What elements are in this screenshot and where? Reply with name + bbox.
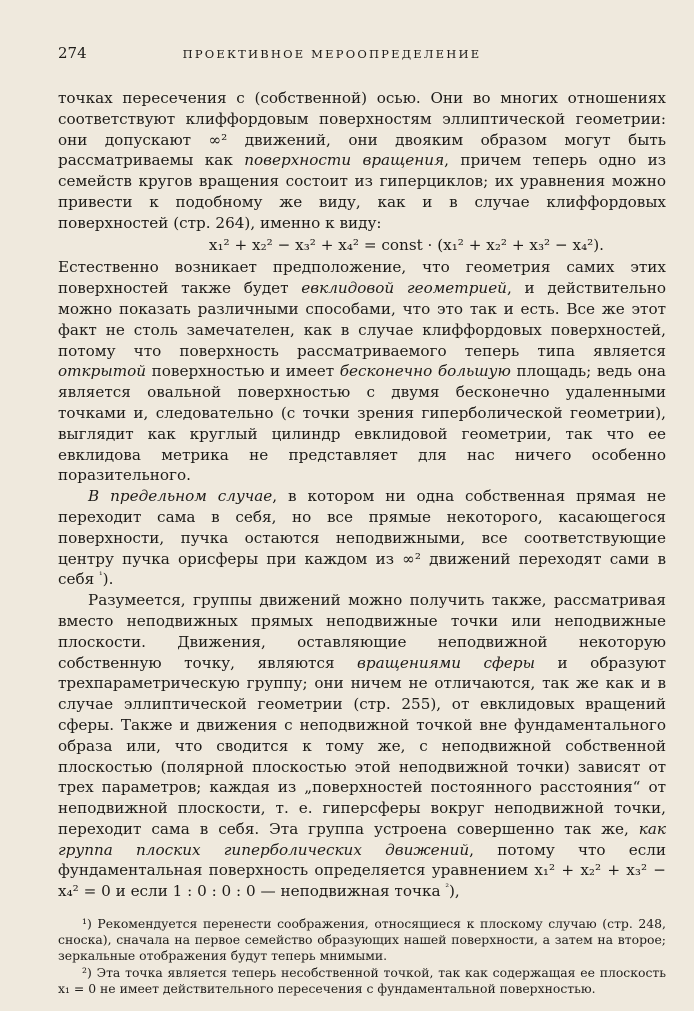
footnote-1: ¹) Рекомендуется перенести соображения, относящиеся к плоскому случаю (стр. 248, сноска), сначала на первое семейство образующих нашей поверхности, а затем на второе; зеркальные отображения будут теперь мнимыми.: [58, 916, 666, 963]
footnotes: [58, 916, 666, 997]
paragraph-1: [58, 88, 666, 234]
page-header: [58, 44, 666, 66]
text-span: площадь; ведь она является овальной поверхностью с двумя бесконечно удаленными точками и, следовательно (с точки зрения гиперболической геометрии), выглядит как круглый цилиндр евклидовой геометрии, так что ее евклидова метрика не представляет для нас ничего особенно поразительного.: [58, 362, 666, 485]
text-span: ).: [102, 570, 114, 589]
italic-term: открытой: [58, 362, 147, 381]
italic-term: В предельном случае: [88, 487, 273, 506]
paragraph-3: [58, 486, 666, 590]
italic-term: евклидовой геометрией: [301, 279, 507, 298]
text-span: , в котором ни одна собственная прямая не переходит сама в себя, но все прямые некоторого, касающегося поверхности, пучка остаются неподвижными, все соответствующие центру пучка орисферы при каждом из ∞² движений переходят сами в себя: [58, 487, 667, 589]
body-text: [58, 88, 666, 902]
running-title: ПРОЕКТИВНОЕ МЕРООПРЕДЕЛЕНИЕ: [182, 47, 482, 61]
text-span: ),: [449, 882, 460, 901]
italic-term: поверхности вращения: [244, 151, 445, 170]
text-span: точках пересечения с (собственной) осью. Они во многих отношениях соответствуют клиффордовым поверхностям эллиптической геометрии: они допускают ∞² движений, они двояким образом могут быть рассматриваемы как: [58, 89, 666, 170]
text-span: и образуют трехпараметрическую группу; они ничем не отличаются, так же как и в случае эллиптической геометрии (стр. 255), от евклидовых вращений сферы. Также и движения с неподвижной точкой вне фундаментального образа или, что сводится к тому же, с неподвижной собственной плоскостью (полярной плоскостью этой неподвижной точки) зависят от трех параметров; каждая из „поверхностей постоянного расстояния“ от неподвижной плоскости, т. е. гиперсферы вокруг неподвижной точки, переходит сама в себя. Эта группа устроена совершенно так же,: [58, 653, 666, 838]
equation: x₁² + x₂² − x₃² + x₄² = const · (x₁² + x₂² + x₃² − x₄²).: [208, 235, 604, 254]
text-span: , и действительно можно показать различными способами, что это так и есть. Все же этот факт не столь замечателен, как в случае клиффордовых поверхностей, потому что поверхность рассматриваемого теперь типа является: [58, 279, 666, 360]
italic-term: вращениями сферы: [357, 653, 535, 672]
italic-term: как группа плоских гиперболических движений: [58, 819, 666, 859]
page-number: 274: [58, 44, 87, 62]
footnote-2: ²) Эта точка является теперь несобственной точкой, так как содержащая ее плоскость x₁ = 0 не имеет действительного пересечения с фундаментальной поверхностью.: [58, 965, 666, 997]
text-span: , причем теперь одно из семейств кругов вращения состоит из гиперциклов; их уравнения можно привести к подобному же виду, как и в случае клиффордовых поверхностей (стр. 264), именно к виду:: [58, 151, 666, 232]
footnote-ref: ²: [445, 883, 449, 894]
paragraph-2: [58, 257, 666, 486]
paragraph-4: [58, 590, 666, 902]
text-span: поверхностью и имеет: [146, 362, 340, 381]
text-span: , потому что если фундаментальная поверхность определяется уравнением x₁² + x₂² + x₃² − x₄² = 0 и если 1 : 0 : 0 : 0 — неподвижная точка: [58, 840, 666, 901]
italic-term: бесконечно большую: [339, 362, 511, 381]
text-span: Естественно возникает предположение, что геометрия самих этих поверхностей также будет: [58, 258, 666, 298]
text-span: Разумеется, группы движений можно получить также, рассматривая вместо неподвижных прямых неподвижные точки или неподвижные плоскости. Движения, оставляющие неподвижной некоторую собственную точку, являются: [58, 591, 666, 672]
footnote-ref: ¹: [99, 571, 103, 582]
